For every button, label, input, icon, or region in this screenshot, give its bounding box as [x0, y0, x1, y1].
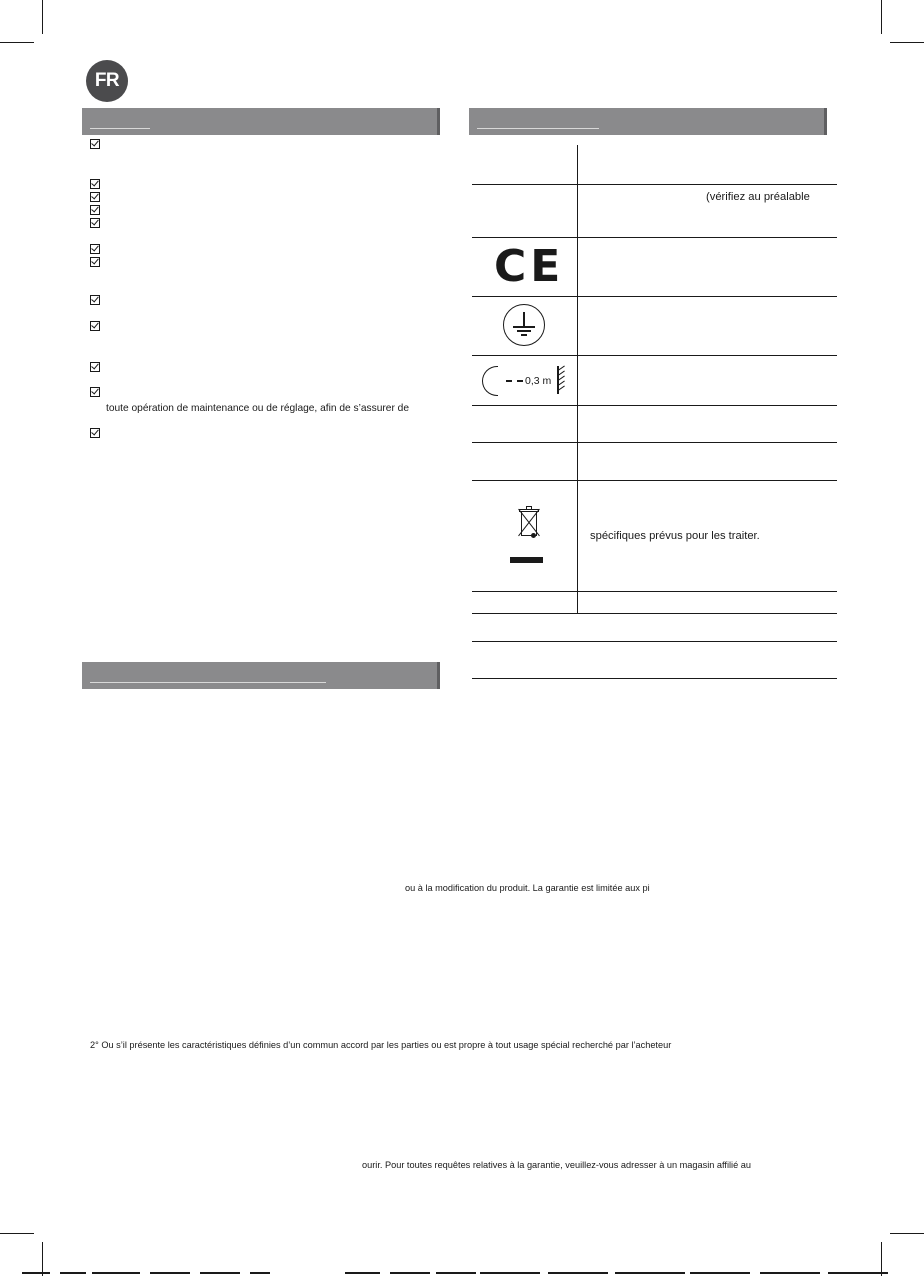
weee-bar-icon [510, 557, 543, 563]
table-row-divider [472, 480, 837, 481]
checkbox-icon [90, 192, 100, 202]
table-row-divider [472, 237, 837, 238]
checkbox-icon [90, 205, 100, 215]
language-badge: FR [86, 60, 128, 102]
crop-mark [881, 0, 882, 34]
checkbox-icon [90, 295, 100, 305]
warranty-text-line: ourir. Pour toutes requêtes relatives à la garantie, veuillez-vous adresser à un magasin affilié au [362, 1160, 751, 1170]
checkbox-icon [90, 362, 100, 372]
checkbox-icon [90, 257, 100, 267]
printer-registration-marks [0, 1270, 924, 1276]
distance-label: 0,3 m [525, 375, 552, 387]
checklist-item-text: toute opération de maintenance ou de réglage, afin de s’assurer de [106, 403, 410, 414]
protective-earth-icon [503, 304, 545, 346]
section-header-safety [82, 108, 440, 135]
crop-mark [0, 42, 34, 43]
crop-mark [890, 1233, 924, 1234]
table-row-divider [472, 591, 837, 592]
table-column-divider [577, 145, 578, 613]
weee-description-text: spécifiques prévus pour les traiter. [590, 530, 760, 542]
table-row-divider [472, 355, 837, 356]
weee-bin-icon [518, 506, 540, 540]
ce-mark-icon: CE [494, 241, 565, 292]
checkbox-icon [90, 218, 100, 228]
checkbox-icon [90, 179, 100, 189]
table-row-divider [472, 613, 837, 614]
warranty-text-line: 2° Ou s’il présente les caractéristiques définies d’un commun accord par les parties ou est propre à tout usage spécial recherché par l’acheteur [90, 1040, 672, 1050]
checkbox-icon [90, 428, 100, 438]
crop-mark [890, 42, 924, 43]
table-row-divider [472, 405, 837, 406]
checkbox-icon [90, 387, 100, 397]
checkbox-icon [90, 321, 100, 331]
warranty-text-line: ou à la modification du produit. La garantie est limitée aux pi [405, 883, 650, 893]
table-row-divider [472, 184, 837, 185]
checkbox-icon [90, 139, 100, 149]
section-header-warranty [82, 662, 440, 689]
section-header-symbols [469, 108, 827, 135]
table-row-divider [472, 442, 837, 443]
table-row-divider [472, 296, 837, 297]
checkbox-icon [90, 244, 100, 254]
symbol-description-text: (vérifiez au préalable [706, 191, 810, 203]
crop-mark [0, 1233, 34, 1234]
table-row-divider [472, 641, 837, 642]
crop-mark [42, 0, 43, 34]
table-row-divider [472, 678, 837, 679]
